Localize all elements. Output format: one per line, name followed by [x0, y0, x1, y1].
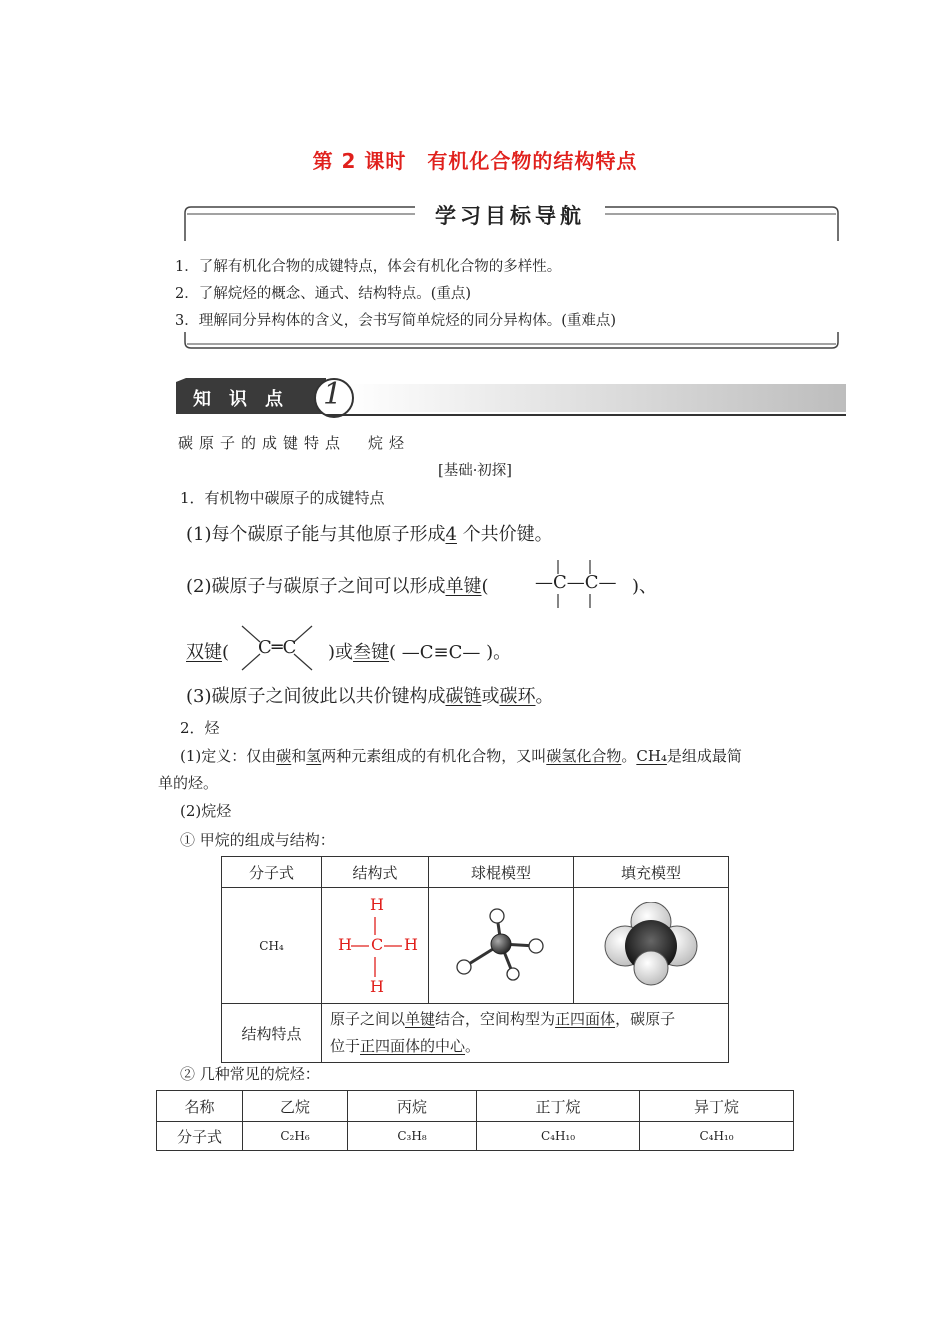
molecular-formula: CH₄ [222, 888, 322, 1004]
knowledge-label: 知识点 [193, 389, 301, 410]
formula-cell: C₄H₁₀ [477, 1122, 640, 1151]
header-cell: 分子式 [222, 857, 322, 888]
goal-item: 2．了解烷烃的概念、通式、结构特点。(重点) [175, 286, 472, 302]
knowledge-number: 1 [323, 377, 343, 412]
row-label: 分子式 [157, 1122, 243, 1151]
page-title: 第 2 课时 有机化合物的结构特点 [312, 149, 638, 173]
header-cell: 乙烷 [243, 1091, 348, 1122]
methane-table [221, 856, 729, 1063]
header-cell: 丙烷 [348, 1091, 477, 1122]
subtitle-bonding: 碳原子的成键特点 [178, 434, 347, 452]
answer-double-bond: 双键( [186, 642, 230, 663]
table-row [157, 1091, 794, 1122]
answer-carbon-chain: 碳链 [445, 686, 482, 707]
feature-label: 结构特点 [222, 1004, 322, 1063]
space-filling-model [574, 888, 729, 1004]
table-row [222, 888, 729, 1004]
answer-single-bond: 单键 [445, 576, 482, 597]
answer-carbon-ring: 碳环 [499, 686, 536, 707]
answer-4: 4 [445, 524, 457, 545]
basic-tag: [基础·初探] [438, 463, 512, 479]
table-row [157, 1122, 794, 1151]
answer-triple-bond: 叁键 [353, 642, 390, 663]
s1-line3-rest: )或叁键( —C≡C— )。 [328, 642, 512, 663]
formula-cell: C₄H₁₀ [640, 1122, 794, 1151]
s1-line1: (1)每个碳原子能与其他原子形成4 个共价键。 [186, 524, 553, 545]
header-cell: 球棍模型 [429, 857, 574, 888]
s1-line2: (2)碳原子与碳原子之间可以形成单键( [186, 576, 489, 597]
goals-list [175, 254, 616, 335]
header-cell: 异丁烷 [640, 1091, 794, 1122]
s2-heading: 2．烃 [180, 719, 220, 737]
goals-bottom-border [183, 332, 840, 354]
table-row [222, 1004, 729, 1063]
ball-stick-icon [451, 904, 551, 984]
answer-carbon: 碳 [276, 747, 292, 765]
triple-bond-formula: —C≡C— [401, 642, 481, 663]
double-bond-diagram [232, 622, 322, 674]
methane-heading: ① 甲烷的组成与结构： [180, 831, 335, 849]
s1-line4: (3)碳原子之间彼此以共价键构成碳链或碳环。 [186, 686, 554, 707]
ball-stick-model [429, 888, 574, 1004]
bond-lines [322, 891, 428, 1001]
answer-ch4: CH₄ [636, 747, 667, 765]
section-subtitle [178, 432, 410, 453]
goals-heading: 学习目标导航 [415, 200, 605, 230]
header-cell: 正丁烷 [477, 1091, 640, 1122]
table-row [222, 857, 729, 888]
header-cell: 名称 [157, 1091, 243, 1122]
s2-definition: (1)定义：仅由碳和氢两种元素组成的有机化合物，又叫碳氢化合物。CH₄是组成最简 [180, 747, 742, 765]
space-filling-icon [601, 902, 701, 986]
formula-cell: C₂H₆ [243, 1122, 348, 1151]
answer-hydrogen: 氢 [306, 747, 322, 765]
double-bond-formula: C═C [258, 637, 297, 658]
goal-item: 1．了解有机化合物的成键特点，体会有机化合物的多样性。 [175, 259, 562, 275]
s1-line2-end: )、 [632, 576, 658, 597]
single-bond-formula: —C—C— [535, 572, 617, 593]
subtitle-alkane: 烷烃 [368, 434, 411, 452]
goal-item: 3．理解同分异构体的含义，会书写简单烷烃的同分异构体。(重难点) [175, 313, 617, 329]
formula-cell: C₃H₈ [348, 1122, 477, 1151]
feature-text: 原子之间以单键结合，空间构型为正四面体，碳原子 位于正四面体的中心。 [322, 1004, 729, 1063]
s2-definition-line2: 单的烃。 [158, 774, 219, 792]
header-cell: 填充模型 [574, 857, 729, 888]
structural-formula: H H C H H [322, 888, 429, 1004]
alkanes-table [156, 1090, 794, 1151]
single-bond-diagram [535, 560, 617, 610]
common-alkanes-heading: ② 几种常见的烷烃： [180, 1065, 320, 1083]
header-cell: 结构式 [322, 857, 429, 888]
alkane-heading: (2)烷烃 [180, 802, 232, 820]
s1-heading: 1．有机物中碳原子的成键特点 [180, 489, 385, 507]
answer-hydrocarbon: 碳氢化合物 [546, 747, 622, 765]
